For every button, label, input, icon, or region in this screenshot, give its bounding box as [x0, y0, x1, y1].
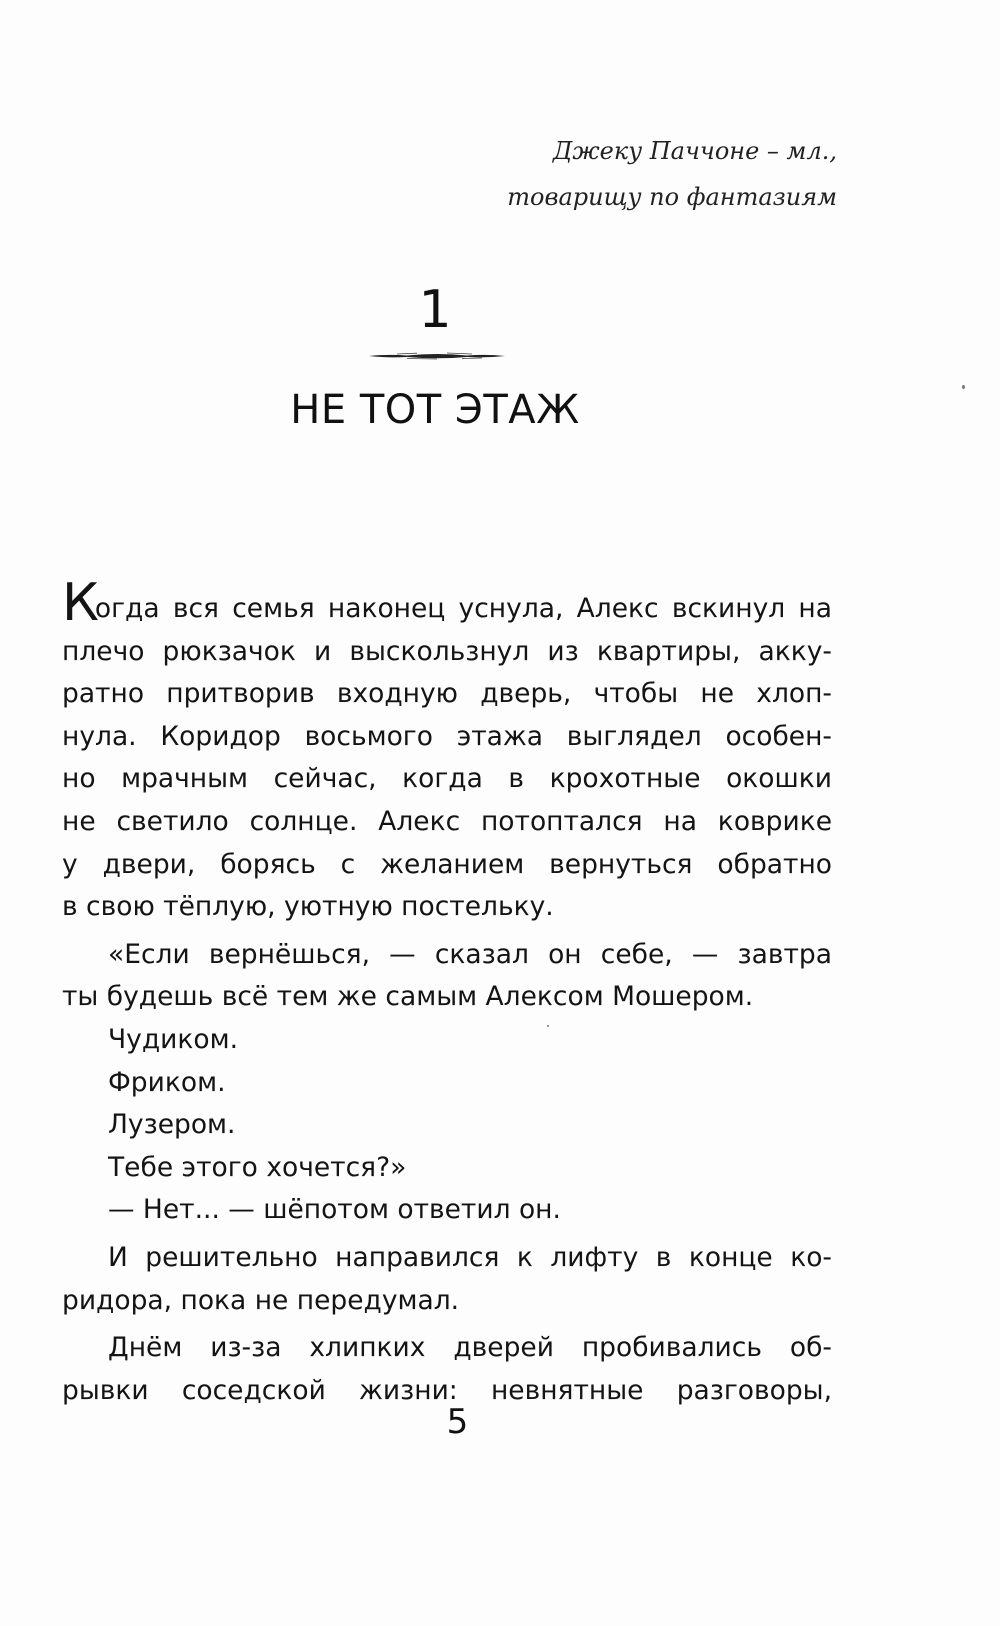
- text-line-4: нула. Коридор восьмого этажа выглядел особен-: [62, 720, 832, 752]
- chapter-ornament-divider: [367, 350, 507, 362]
- text-line-6: не светило солнце. Алекс потоптался на коврике: [62, 805, 832, 837]
- text-line-14: Тебе этого хочется?»: [108, 1151, 407, 1183]
- dropcap-letter: К: [62, 573, 97, 633]
- text-line-1-rest: огда вся семья наконец уснула, Алекс вскинул на: [94, 593, 832, 624]
- text-line-17: ридора, пока не передумал.: [62, 1284, 460, 1316]
- text-line-16: И решительно направился к лифту в конце ко-: [108, 1241, 832, 1273]
- page-number: 5: [446, 1402, 469, 1442]
- chapter-number: 1: [418, 280, 452, 340]
- text-line-7: у двери, борясь с желанием вернуться обратно: [62, 848, 832, 880]
- scan-speck: [547, 1025, 549, 1027]
- scan-speck: [962, 385, 965, 389]
- chapter-body-text: [62, 573, 832, 1412]
- text-line-8: в свою тёплую, уютную постельку.: [62, 891, 554, 923]
- chapter-title: НЕ ТОТ ЭТАЖ: [290, 387, 580, 433]
- text-line-5: но мрачным сейчас, когда в крохотные окошки: [62, 763, 832, 795]
- text-line-12: Фриком.: [108, 1066, 226, 1098]
- text-line-2: плечо рюкзачок и выскользнул из квартиры, акку-: [62, 635, 832, 667]
- text-line-3: ратно притворив входную дверь, чтобы не хлоп-: [62, 678, 832, 710]
- text-line-1: [62, 573, 832, 633]
- text-line-10: ты будешь всё тем же самым Алексом Мошером.: [62, 981, 754, 1013]
- text-line-19: рывки соседской жизни: невнятные разговоры,: [62, 1374, 832, 1406]
- text-line-11: Чудиком.: [108, 1023, 239, 1055]
- epigraph-line-2: товарищу по фантазиям: [507, 183, 837, 211]
- text-line-13: Лузером.: [108, 1109, 236, 1141]
- text-line-9: «Если вернёшься, — сказал он себе, — завтра: [108, 938, 832, 970]
- epigraph-line-1: Джеку Паччоне – мл.,: [552, 137, 837, 165]
- text-line-15: — Нет... — шёпотом ответил он.: [108, 1194, 561, 1226]
- text-line-18: Днём из-за хлипких дверей пробивались об-: [108, 1332, 832, 1364]
- epigraph: [507, 128, 837, 220]
